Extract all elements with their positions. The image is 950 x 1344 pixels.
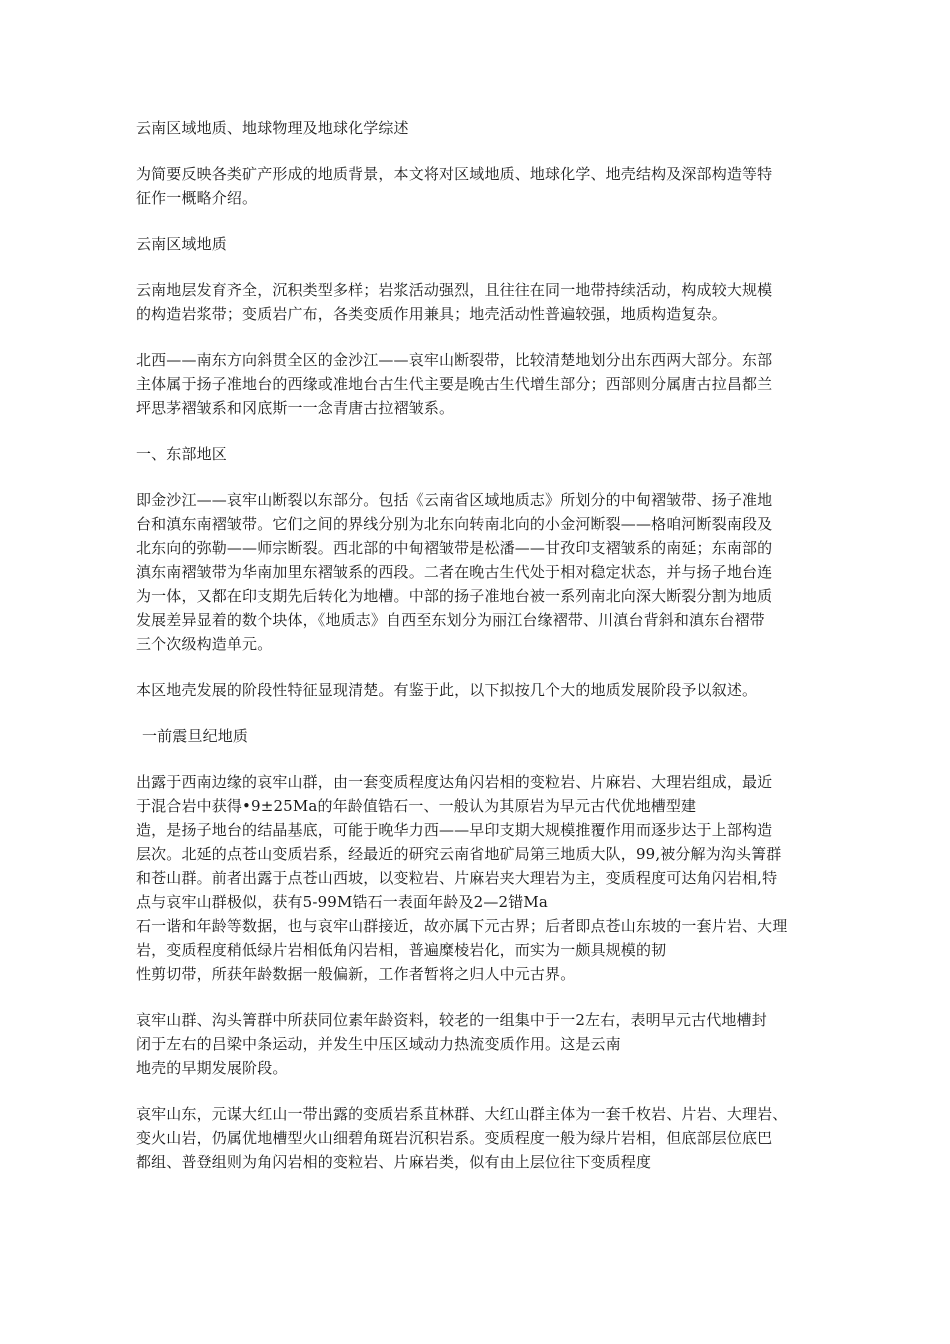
intro-paragraph: 为简要反映各类矿产形成的地质背景，本文将对区域地质、地球化学、地壳结构及深部构造等特 征作一概略介绍。	[136, 165, 773, 207]
isotope-ages-paragraph: 哀牢山群、沟头箐群中所获同位素年龄资料，较老的一组集中于一2左右，表明早元古代地槽封 闭于左右的吕梁中条运动，并发生中压区域动力热流变质作用。这是云南 地壳的早期发展阶段。	[136, 1011, 767, 1077]
overview-paragraph: 云南地层发育齐全，沉积类型多样；岩浆活动强烈，且往往在同一地带持续活动，构成较大规模 的构造岩浆带；变质岩广布，各类变质作用兼具；地壳活动性普遍较强，地质构造复杂。	[136, 281, 773, 323]
document-body	[136, 116, 816, 1196]
section-heading: 云南区域地质	[136, 235, 227, 253]
east-ailaoshan-paragraph: 哀牢山东，元谋大红山一带出露的变质岩系苴林群、大红山群主体为一套千枚岩、片岩、大理岩、 变火山岩，仍属优地槽型火山细碧角斑岩沉积岩系。变质程度一般为绿片岩相，但底部层位底巴 都组、普登组则为角闪岩相的变粒岩、片麻岩类，似有由上层位往下变质程度	[136, 1105, 788, 1171]
document-title: 云南区域地质、地球物理及地球化学综述	[136, 119, 409, 137]
precambrian-heading: 一前震旦纪地质	[142, 727, 249, 745]
division-paragraph: 北西——南东方向斜贯全区的金沙江——哀牢山断裂带，比较清楚地划分出东西两大部分。东部 主体属于扬子准地台的西缘或准地台古生代主要是晚古生代增生部分；西部则分属唐古拉昌都兰 坪思茅褶皱系和冈底斯一一念青唐古拉褶皱系。	[136, 351, 773, 417]
east-region-paragraph: 即金沙江——哀牢山断裂以东部分。包括《云南省区域地质志》所划分的中甸褶皱带、扬子准地 台和滇东南褶皱带。它们之间的界线分别为北东向转南北向的小金河断裂——格咱河断裂南段及 北东向的弥勒——师宗断裂。西北部的中甸褶皱带是松潘——甘孜印支褶皱系的南延；东南部的 滇东南褶皱带为华南加里东褶皱系的西段。二者在晚古生代处于相对稳定状态，并与扬子地台连 为一体，又都在印支期先后转化为地槽。中部的扬子准地台被一系列南北向深大断裂分割为地质 发展差异显着的数个块体，《地质志》自西至东划分为丽江台缘褶带、川滇台背斜和滇东台褶带 三个次级构造单元。	[136, 491, 773, 653]
stages-paragraph: 本区地壳发展的阶段性特征显现清楚。有鉴于此，以下拟按几个大的地质发展阶段予以叙述。	[136, 681, 758, 699]
east-region-heading: 一、东部地区	[136, 445, 227, 463]
ailaoshan-paragraph: 出露于西南边缘的哀牢山群，由一套变质程度达角闪岩相的变粒岩、片麻岩、大理岩组成，最近 于混合岩中获得•9±25Ma的年龄值锆石一、一般认为其原岩为早元古代优地槽型建 造，是扬子地台的结晶基底，可能于晚华力西——早印支期大规模推覆作用而逐步达于上部构造 层次。北延的点苍山变质岩系，经最近的研究云南省地矿局第三地质大队，99,被分解为沟头箐群 和苍山群。前者出露于点苍山西坡，以变粒岩、片麻岩夹大理岩为主，变质程度可达角闪岩相,特 点与哀牢山群极似，获有5-99M锆石一表面年龄及2—2错Ma 石一谐和年龄等数据，也与哀牢山群接近，故亦属下元古界；后者即点苍山东坡的一套片岩、大理 岩，变质程度稍低绿片岩相低角闪岩相，普遍糜棱岩化，而实为一颇具规模的韧 性剪切带，所获年龄数据一般偏新，工作者暂将之归人中元古界。	[136, 773, 788, 983]
